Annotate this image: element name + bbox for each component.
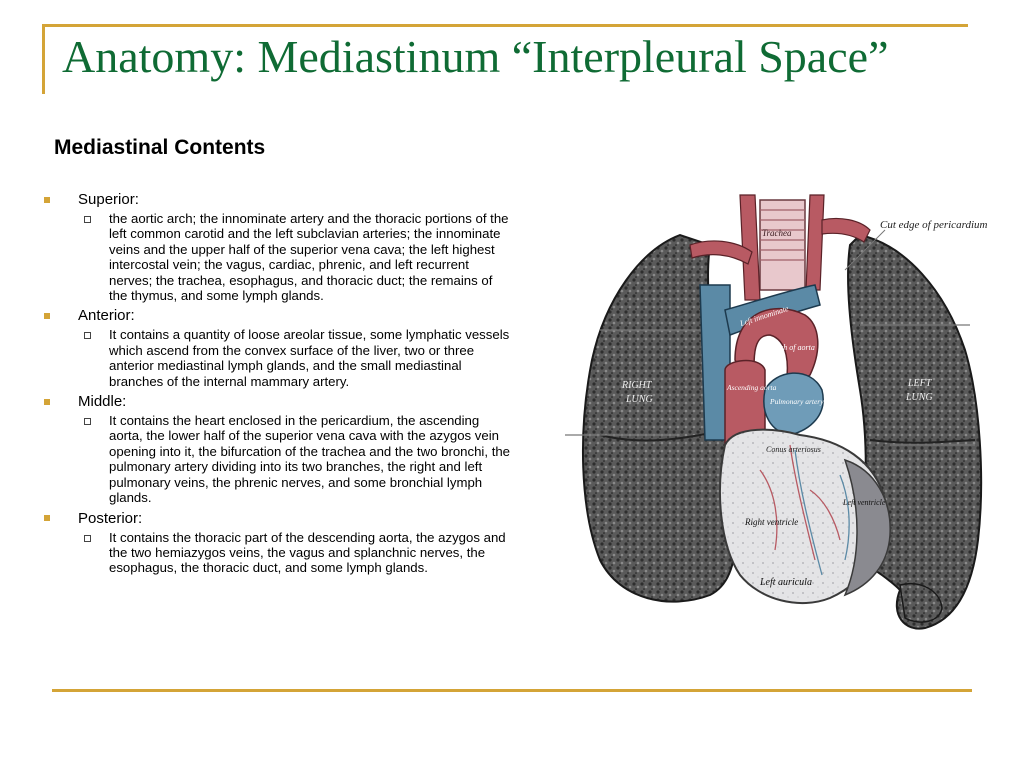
section-middle [44, 392, 514, 505]
label-trachea: Trachea [762, 228, 792, 238]
sub-bullet [82, 413, 514, 505]
section-heading-row [44, 392, 514, 411]
label-left-lung-2: LUNG [906, 392, 933, 403]
mediastinum-illustration [560, 190, 1010, 640]
hollow-square-bullet-icon [84, 332, 91, 339]
label-pulmonary-artery: Pulmonary artery [770, 397, 824, 406]
label-conus: Conus arteriosus [766, 445, 821, 454]
section-heading-row [44, 509, 514, 528]
subclavian-artery [806, 195, 824, 290]
title-frame-left [42, 24, 45, 94]
title-quoted: Interpleural Space [532, 31, 869, 82]
label-ascending-aorta: Ascending aorta [727, 383, 777, 392]
hollow-square-bullet-icon [84, 535, 91, 542]
sub-bullet [82, 530, 514, 576]
section-heading: Posterior: [78, 509, 143, 527]
sub-bullet [82, 211, 514, 303]
title-close-quote: ” [868, 31, 889, 82]
label-arch-aorta: Arch of aorta [772, 343, 815, 352]
hollow-square-bullet-icon [84, 418, 91, 425]
hollow-square-bullet-icon [84, 216, 91, 223]
sub-bullet-text: the aortic arch; the innominate artery and the thoracic portions of the left common carotid and the left subclavian arteries; the innominate veins and the upper half of the superior vena cava; the left highest intercostal vein; the vagus, cardiac, phrenic, and left recurrent nerves; the trachea, esophagus, and thoracic duct; the remains of the thymus, and some lymph glands. [109, 211, 509, 304]
square-bullet-icon [44, 313, 50, 319]
section-heading: Superior: [78, 191, 139, 208]
square-bullet-icon [44, 399, 50, 405]
footer-rule [52, 689, 972, 692]
square-bullet-icon [44, 515, 50, 521]
section-posterior [44, 509, 514, 576]
section-heading-row [44, 190, 514, 209]
label-left-innominate: Left innominate [738, 303, 790, 329]
label-cut-edge: Cut edge of pericardium [880, 219, 988, 231]
sub-bullet-text: It contains a quantity of loose areolar tissue, some lymphatic vessels which ascend from the convex surface of the liver, two or three anterior mediastinal lymph glands, and the small mediastinal branches of the internal mammary artery. [109, 327, 510, 389]
slide-subtitle: Mediastinal Contents [54, 136, 266, 159]
section-heading: Middle: [78, 393, 127, 411]
section-heading-row [44, 306, 514, 325]
sub-bullet [82, 327, 514, 389]
left-subclavian [822, 218, 870, 242]
label-left-ventricle: Left ventricle [843, 498, 886, 507]
title-main: Anatomy: Mediastinum [62, 31, 512, 82]
label-right-lung-1: RIGHT [622, 380, 652, 391]
slide-title [62, 32, 888, 83]
label-right-ventricle: Right ventricle [745, 517, 799, 527]
square-bullet-icon [44, 197, 50, 203]
heart-lungs-drawing [560, 190, 1010, 640]
trachea [760, 200, 805, 290]
sub-bullet-text: It contains the heart enclosed in the pericardium, the ascending aorta, the lower half of the superior vena cava with the azygos vein opening into it, the bifurcation of the trachea and the two bronchi, the pulmonary artery dividing into its two branches, the right and left pulmonary veins, the phrenic nerves, and some bronchial lymph glands. [109, 413, 511, 506]
label-left-lung-1: LEFT [908, 378, 932, 389]
sub-bullet-text: It contains the thoracic part of the descending aorta, the azygos and the two hemiazygos veins, the vagus and splanchnic nerves, the esophagus, the thoracic duct, and some lymph glands. [109, 529, 506, 576]
label-right-lung-2: LUNG [626, 394, 653, 405]
section-anterior [44, 306, 514, 389]
section-superior [44, 190, 514, 303]
title-frame-top [42, 24, 968, 27]
label-left-auricula: Left auricula [760, 577, 812, 588]
bullet-list [44, 190, 514, 579]
title-open-quote: “ [511, 31, 533, 82]
section-heading: Anterior: [78, 307, 135, 325]
